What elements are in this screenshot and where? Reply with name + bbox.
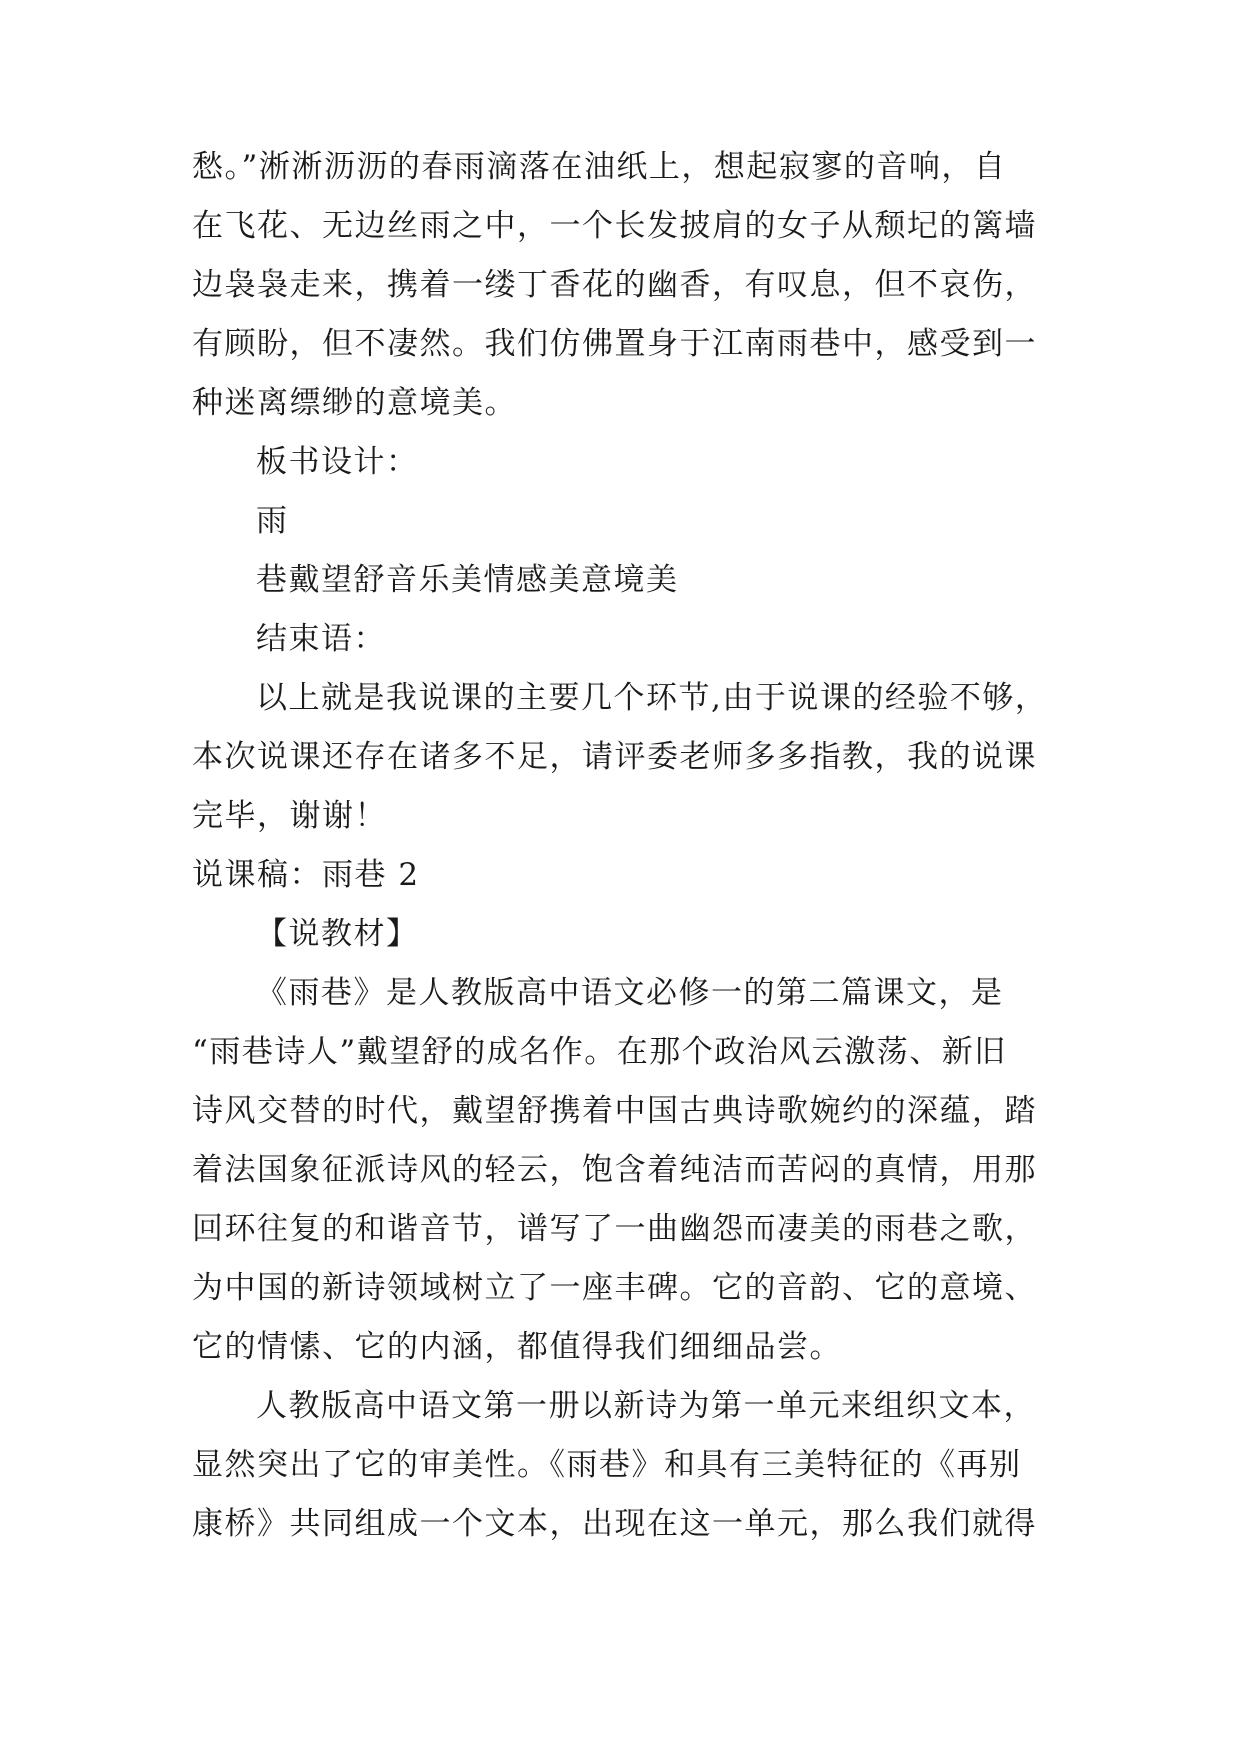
paragraph-line: 回环往复的和谐音节，谱写了一曲幽怨而凄美的雨巷之歌， (192, 1211, 1037, 1247)
paragraph-line: 本次说课还存在诸多不足，请评委老师多多指教，我的说课 (192, 739, 1037, 775)
paragraph-line: 以上就是我说课的主要几个环节,由于说课的经验不够， (256, 680, 1048, 716)
paragraph-line: 种迷离缥缈的意境美。 (192, 385, 517, 421)
section-heading: 结束语： (256, 621, 386, 657)
section-heading: 【说教材】 (256, 916, 419, 952)
paragraph-line: 有顾盼，但不凄然。我们仿佛置身于江南雨巷中，感受到一 (192, 326, 1037, 362)
paragraph-line: 《雨巷》是人教版高中语文必修一的第二篇课文，是 (256, 975, 1004, 1011)
paragraph-line: 康桥》共同组成一个文本，出现在这一单元，那么我们就得 (192, 1506, 1037, 1542)
paragraph-line: 愁。”淅淅沥沥的春雨滴落在油纸上，想起寂寥的音响，自 (192, 149, 1007, 185)
board-design-line: 雨 (256, 503, 289, 539)
paragraph-line: 显然突出了它的审美性。《雨巷》和具有三美特征的《再别 (192, 1447, 1022, 1483)
section-heading: 板书设计： (256, 444, 419, 480)
document-body (192, 138, 1062, 1554)
paragraph-line: 人教版高中语文第一册以新诗为第一单元来组织文本， (256, 1388, 1036, 1424)
board-design-line: 巷戴望舒音乐美情感美意境美 (256, 562, 679, 598)
paragraph-line: 边袅袅走来，携着一缕丁香花的幽香，有叹息，但不哀伤， (192, 267, 1037, 303)
document-title: 说课稿：雨巷 2 (192, 857, 420, 893)
paragraph-line: 诗风交替的时代，戴望舒携着中国古典诗歌婉约的深蕴，踏 (192, 1093, 1037, 1129)
paragraph-line: “雨巷诗人”戴望舒的成名作。在那个政治风云激荡、新旧 (192, 1034, 1007, 1070)
paragraph-line: 为中国的新诗领域树立了一座丰碑。它的音韵、它的意境、 (192, 1270, 1037, 1306)
paragraph-line: 在飞花、无边丝雨之中，一个长发披肩的女子从颓圮的篱墙 (192, 208, 1037, 244)
paragraph-line: 完毕，谢谢！ (192, 798, 387, 834)
paragraph-line: 它的情愫、它的内涵，都值得我们细细品尝。 (192, 1329, 842, 1365)
paragraph-line: 着法国象征派诗风的轻云，饱含着纯洁而苦闷的真情，用那 (192, 1152, 1037, 1188)
